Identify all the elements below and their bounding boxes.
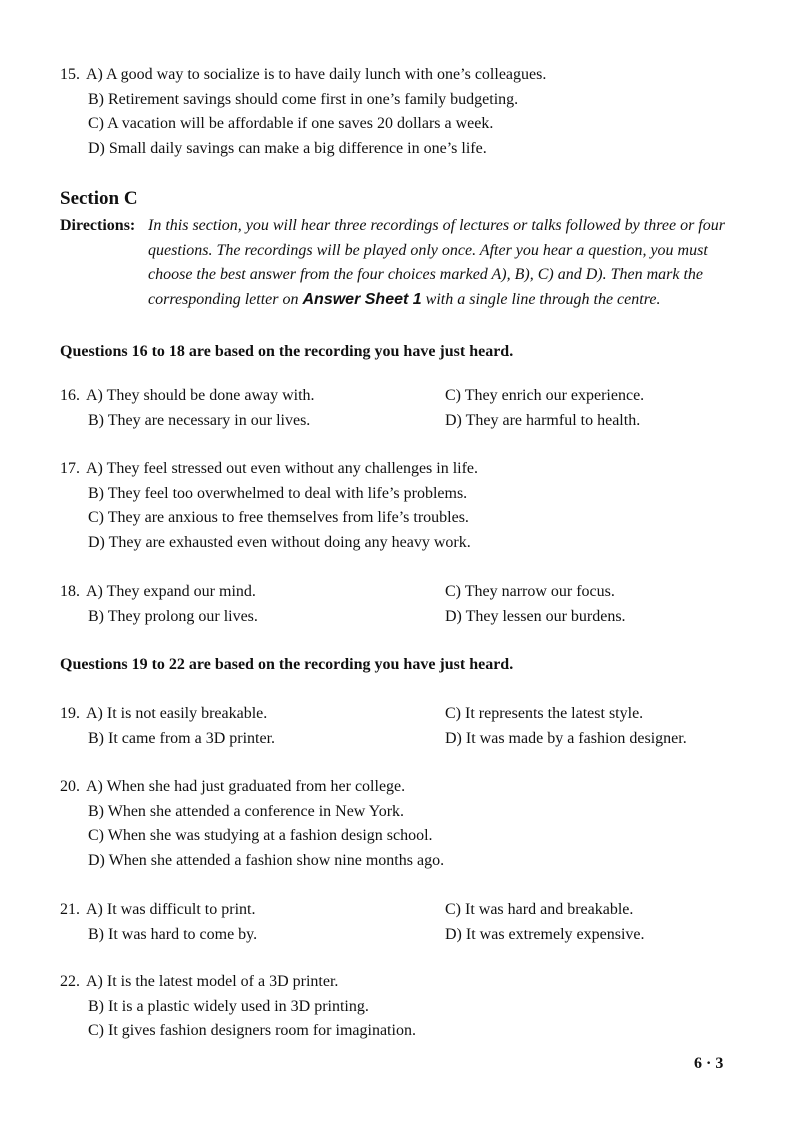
page-number: 6 · 3 <box>694 1055 724 1072</box>
directions-line: choose the best answer from the four choices marked A), B), C) and D). Then mark the <box>148 266 704 283</box>
option-c: C) When she was studying at a fashion design school. <box>88 827 433 844</box>
group-heading-19-22: Questions 19 to 22 are based on the recording you have just heard. <box>60 656 514 673</box>
directions-line-pre: corresponding letter on <box>148 290 299 308</box>
question-18 <box>60 580 760 629</box>
question-21 <box>60 898 760 947</box>
option-b: B) It was hard to come by. <box>88 925 258 943</box>
option-d: D) It was extremely expensive. <box>445 925 645 943</box>
option-d: D) It was made by a fashion designer. <box>445 729 687 747</box>
question-number: 20. <box>60 778 80 795</box>
option-d: D) Small daily savings can make a big difference in one’s life. <box>88 139 487 157</box>
option-a: A) They should be done away with. <box>86 387 315 404</box>
option-c: C) It was hard and breakable. <box>445 901 634 918</box>
option-d: D) They are exhausted even without doing any heavy work. <box>88 533 471 551</box>
question-15 <box>60 63 760 161</box>
question-17 <box>60 457 760 555</box>
directions-line-post: with a single line through the centre. <box>425 290 661 308</box>
directions-text <box>148 214 748 312</box>
option-b: B) They feel too overwhelmed to deal with life’s problems. <box>88 484 468 502</box>
group-heading-16-18: Questions 16 to 18 are based on the recording you have just heard. <box>60 343 514 360</box>
option-a: A) They feel stressed out even without any challenges in life. <box>86 460 479 477</box>
directions-line <box>148 288 748 313</box>
option-b: B) It came from a 3D printer. <box>88 729 276 747</box>
option-b: B) It is a plastic widely used in 3D printing. <box>88 997 369 1015</box>
question-16 <box>60 384 760 433</box>
question-number: 22. <box>60 973 80 990</box>
question-number: 15. <box>60 66 80 83</box>
option-a: A) It is the latest model of a 3D printer. <box>86 973 339 990</box>
option-c: C) It represents the latest style. <box>445 705 644 722</box>
option-a: A) They expand our mind. <box>86 583 256 600</box>
option-b: B) When she attended a conference in New York. <box>88 802 405 820</box>
question-19 <box>60 702 760 751</box>
option-a: A) It is not easily breakable. <box>86 705 268 722</box>
directions-line: In this section, you will hear three recordings of lectures or talks followed by three or four <box>148 217 725 234</box>
option-d: D) When she attended a fashion show nine months ago. <box>88 851 445 869</box>
option-b: B) They prolong our lives. <box>88 607 258 625</box>
question-22 <box>60 970 760 1044</box>
directions-label: Directions: <box>60 217 136 234</box>
option-c: C) They are anxious to free themselves from life’s troubles. <box>88 509 469 526</box>
option-b: B) They are necessary in our lives. <box>88 411 311 429</box>
directions-line: questions. The recordings will be played only once. After you hear a question, you must <box>148 241 708 259</box>
question-number: 21. <box>60 901 80 918</box>
option-c: C) It gives fashion designers room for imagination. <box>88 1022 416 1039</box>
option-a: A) A good way to socialize is to have daily lunch with one’s colleagues. <box>86 66 547 83</box>
option-c: C) They narrow our focus. <box>445 583 615 600</box>
answer-sheet-label: Answer Sheet 1 <box>302 290 422 308</box>
question-number: 16. <box>60 387 80 404</box>
option-b: B) Retirement savings should come first in one’s family budgeting. <box>88 90 519 108</box>
question-number: 17. <box>60 460 80 477</box>
question-20 <box>60 775 760 873</box>
option-d: D) They lessen our burdens. <box>445 607 626 625</box>
option-c: C) A vacation will be affordable if one saves 20 dollars a week. <box>88 115 494 132</box>
question-number: 18. <box>60 583 80 600</box>
section-title: Section C <box>60 188 138 209</box>
option-a: A) It was difficult to print. <box>86 901 256 918</box>
option-d: D) They are harmful to health. <box>445 411 641 429</box>
option-c: C) They enrich our experience. <box>445 387 645 404</box>
question-number: 19. <box>60 705 80 722</box>
option-a: A) When she had just graduated from her college. <box>86 778 406 795</box>
